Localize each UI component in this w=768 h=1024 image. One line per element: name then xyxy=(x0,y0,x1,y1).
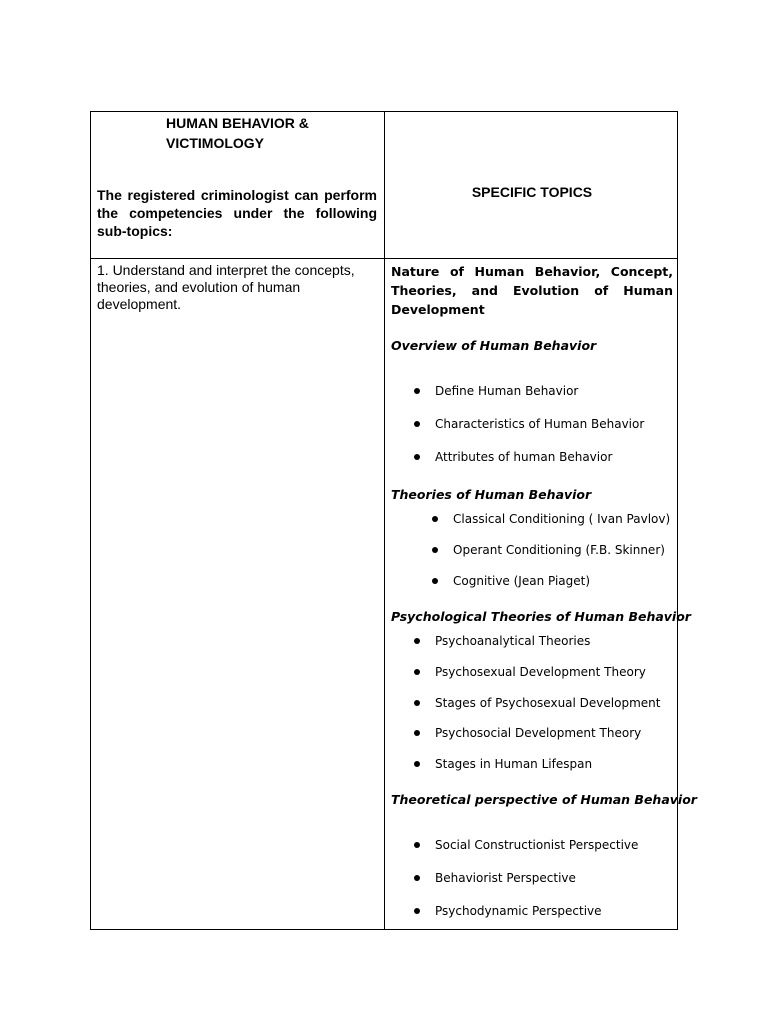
bullet-icon xyxy=(414,700,420,706)
list-item xyxy=(414,417,644,431)
bullet-icon xyxy=(432,547,438,553)
bullet-icon xyxy=(414,761,420,767)
row-divider xyxy=(91,258,677,259)
list-item xyxy=(414,726,641,740)
bullet-icon xyxy=(414,875,420,881)
list-item-label: Psychosocial Development Theory xyxy=(435,726,642,740)
list-item-label: Attributes of human Behavior xyxy=(435,450,613,464)
bullet-icon xyxy=(432,516,438,522)
intro-text: The registered criminologist can perform the competencies under the following sub-topics: xyxy=(97,187,377,239)
bullet-icon xyxy=(414,454,420,460)
theoretical-heading: Theoretical perspective of Human Behavior xyxy=(391,792,697,807)
list-item xyxy=(414,757,592,771)
specific-topics-header: SPECIFIC TOPICS xyxy=(471,184,593,200)
list-item-label: Psychodynamic Perspective xyxy=(435,904,602,918)
bullet-icon xyxy=(432,578,438,584)
list-item xyxy=(414,696,660,710)
list-item xyxy=(414,871,576,885)
column-divider xyxy=(384,112,385,929)
bullet-icon xyxy=(414,669,420,675)
subject-title-line1: HUMAN BEHAVIOR & xyxy=(166,115,309,131)
list-item xyxy=(432,512,670,526)
list-item-label: Cognitive (Jean Piaget) xyxy=(453,574,591,588)
list-item-label: Behaviorist Perspective xyxy=(435,871,576,885)
list-item-label: Psychoanalytical Theories xyxy=(435,634,591,648)
list-item-label: Define Human Behavior xyxy=(435,384,579,398)
list-item xyxy=(414,384,578,398)
subject-title xyxy=(166,113,366,153)
list-item-label: Stages in Human Lifespan xyxy=(435,757,593,771)
list-item-label: Psychosexual Development Theory xyxy=(435,665,646,679)
list-item xyxy=(414,904,602,918)
bullet-icon xyxy=(414,388,420,394)
psychological-heading: Psychological Theories of Human Behavior xyxy=(391,609,691,624)
bullet-icon xyxy=(414,908,420,914)
nature-heading: Nature of Human Behavior, Concept, Theories, and Evolution of Human Development xyxy=(391,264,673,317)
list-item-label: Operant Conditioning (F.B. Skinner) xyxy=(453,543,665,557)
theories-heading: Theories of Human Behavior xyxy=(391,487,592,502)
list-item xyxy=(432,574,590,588)
subject-title-line2: VICTIMOLOGY xyxy=(166,135,264,151)
list-item xyxy=(414,665,646,679)
competency-text: 1. Understand and interpret the concepts, theories, and evolution of human development. xyxy=(97,262,355,312)
list-item xyxy=(432,543,665,557)
bullet-icon xyxy=(414,730,420,736)
list-item-label: Characteristics of Human Behavior xyxy=(435,417,645,431)
list-item xyxy=(414,838,638,852)
list-item xyxy=(414,634,590,648)
bullet-icon xyxy=(414,421,420,427)
list-item-label: Social Constructionist Perspective xyxy=(435,838,639,852)
list-item-label: Stages of Psychosexual Development xyxy=(435,696,661,710)
overview-heading: Overview of Human Behavior xyxy=(391,338,597,353)
bullet-icon xyxy=(414,638,420,644)
bullet-icon xyxy=(414,842,420,848)
list-item-label: Classical Conditioning ( Ivan Pavlov) xyxy=(453,512,671,526)
list-item xyxy=(414,450,612,464)
